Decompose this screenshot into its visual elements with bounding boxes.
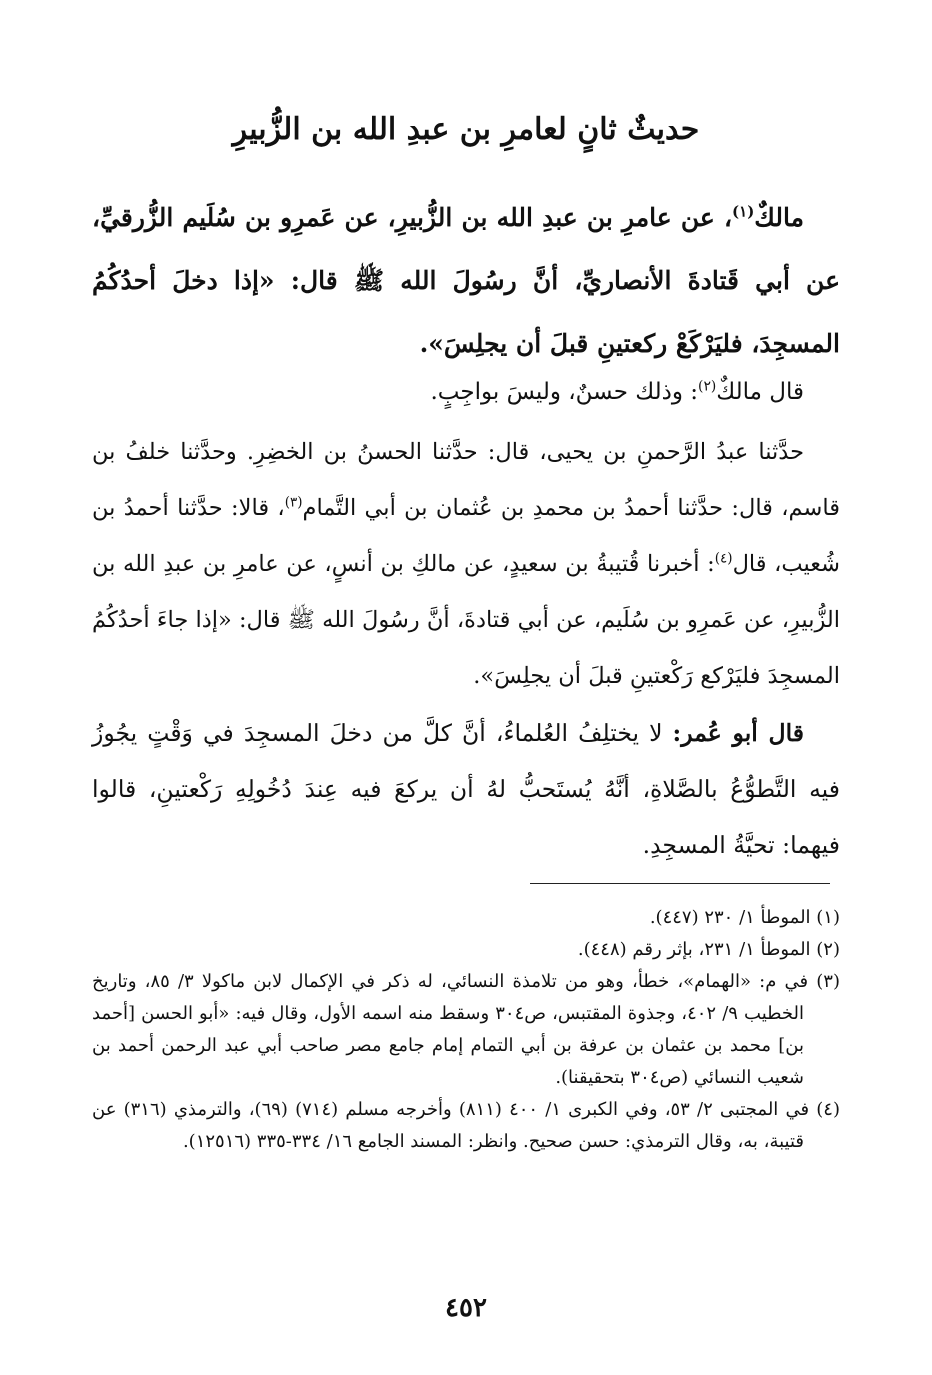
page-number: ٤٥٢ [445,1293,487,1323]
abu-umar-commentary [92,705,840,873]
hadith-body: ، عن عامرِ بن عبدِ الله بن الزُّبيرِ، عن عَمرِو بن سُلَيم الزُّرقيِّ، عن أبي قَتادةَ الأنصاريِّ، أنَّ رسُولَ الله ﷺ قال: «إذا دخلَ أحدُكُمُ المسجِدَ، فليَرْكَعْ ركعتينِ قبلَ أن يجلِسَ». [92,203,840,358]
footnote-ref-4[interactable]: (٤) [714,550,733,567]
footnote-1: (١) الموطأ ١/ ٢٣٠ (٤٤٧). [649,907,840,928]
malik-comment [92,365,840,419]
footnote-4: (٤) في المجتبى ٢/ ٥٣، وفي الكبرى ١/ ٤٠٠ (٨١١) وأخرجه مسلم (٧١٤) (٦٩)، والترمذي (٣١٦) عن قتيبة، به، وقال الترمذي: حسن صحيح. وانظر: المسند الجامع ١٦/ ٣٣٤-٣٣٥ (١٢٥١٦). [92,1099,840,1152]
footnote-ref-3[interactable]: (٣) [284,494,303,511]
footnote-ref-1[interactable]: (١) [732,202,755,221]
footnote-ref-2[interactable]: (٢) [698,378,717,395]
hadith-text [92,186,840,375]
footnotes [92,902,840,1158]
narrator-name: مالكٌ [754,203,804,232]
footnote-separator [530,883,830,884]
commentary-text: لا يختلِفُ العُلماءُ، أنَّ كلَّ من دخلَ المسجِدَ في وَقْتٍ يجُوزُ فيه التَّطوُّعُ بالصَّلاةِ، أنَّهُ يُستَحبُّ لهُ أن يركعَ فيه عِندَ دُخُولِهِ رَكْعتينِ، قالوا فيهما: تحيَّةُ المسجِدِ. [92,719,840,859]
isnad-part-3: : أخبرنا قُتيبةُ بن سعيدٍ، عن مالكِ بن أنسٍ، عن عامرِ بن عبدِ الله بن الزُّبيرِ، عن عَمرِو بن سُلَيم، عن أبي قتادةَ، أنَّ رسُولَ الله ﷺ قال: «إذا جاءَ أحدُكُمُ المسجِدَ فليَرْكع رَكْعتينِ قبلَ أن يجلِسَ». [92,551,840,689]
malik-comment-text: : وذلك حسنٌ، وليسَ بواجِبٍ. [430,379,699,405]
footnote-2: (٢) الموطأ ١/ ٢٣١، بإثر رقم (٤٤٨). [577,939,840,960]
commentary-speaker: قال أبو عُمر: [672,719,805,747]
isnad-part-1: حدَّثنا عبدُ الرَّحمنِ بن يحيى، قال: حدَّثنا الحسنُ بن الخضِرِ. وحدَّثنا خلفُ بن قاسم، قال: حدَّثنا أحمدُ بن محمدِ بن عُثمان بن أبي التَّمام [92,439,840,521]
footnote-3: (٣) في م: «الهمام»، خطأ، وهو من تلامذة النسائي، له ذكر في الإكمال لابن ماكولا ٣/ ٨٥، وتاريخ الخطيب ٩/ ٤٠٢، وجذوة المقتبس، ص٣٠٤ وسقط منه اسمه الأول، وقال فيه: «أبو الحسن [أحمد بن] محمد بن عثمان بن عرفة بن أبي التمام إمام جامع مصر صاحب أبي عبد الرحمن أحمد بن شعيب النسائي (ص٣٠٤ بتحقيقنا). [92,971,840,1088]
malik-comment-prefix: قال مالكٌ [716,379,804,405]
hadith-heading: حديثٌ ثانٍ لعامرِ بن عبدِ الله بن الزُّبيرِ [232,112,700,147]
isnad-paragraph [92,424,840,704]
isnad-part-2: ، قالا: حدَّثنا أحمدُ بن شُعيب، قال [92,495,840,577]
